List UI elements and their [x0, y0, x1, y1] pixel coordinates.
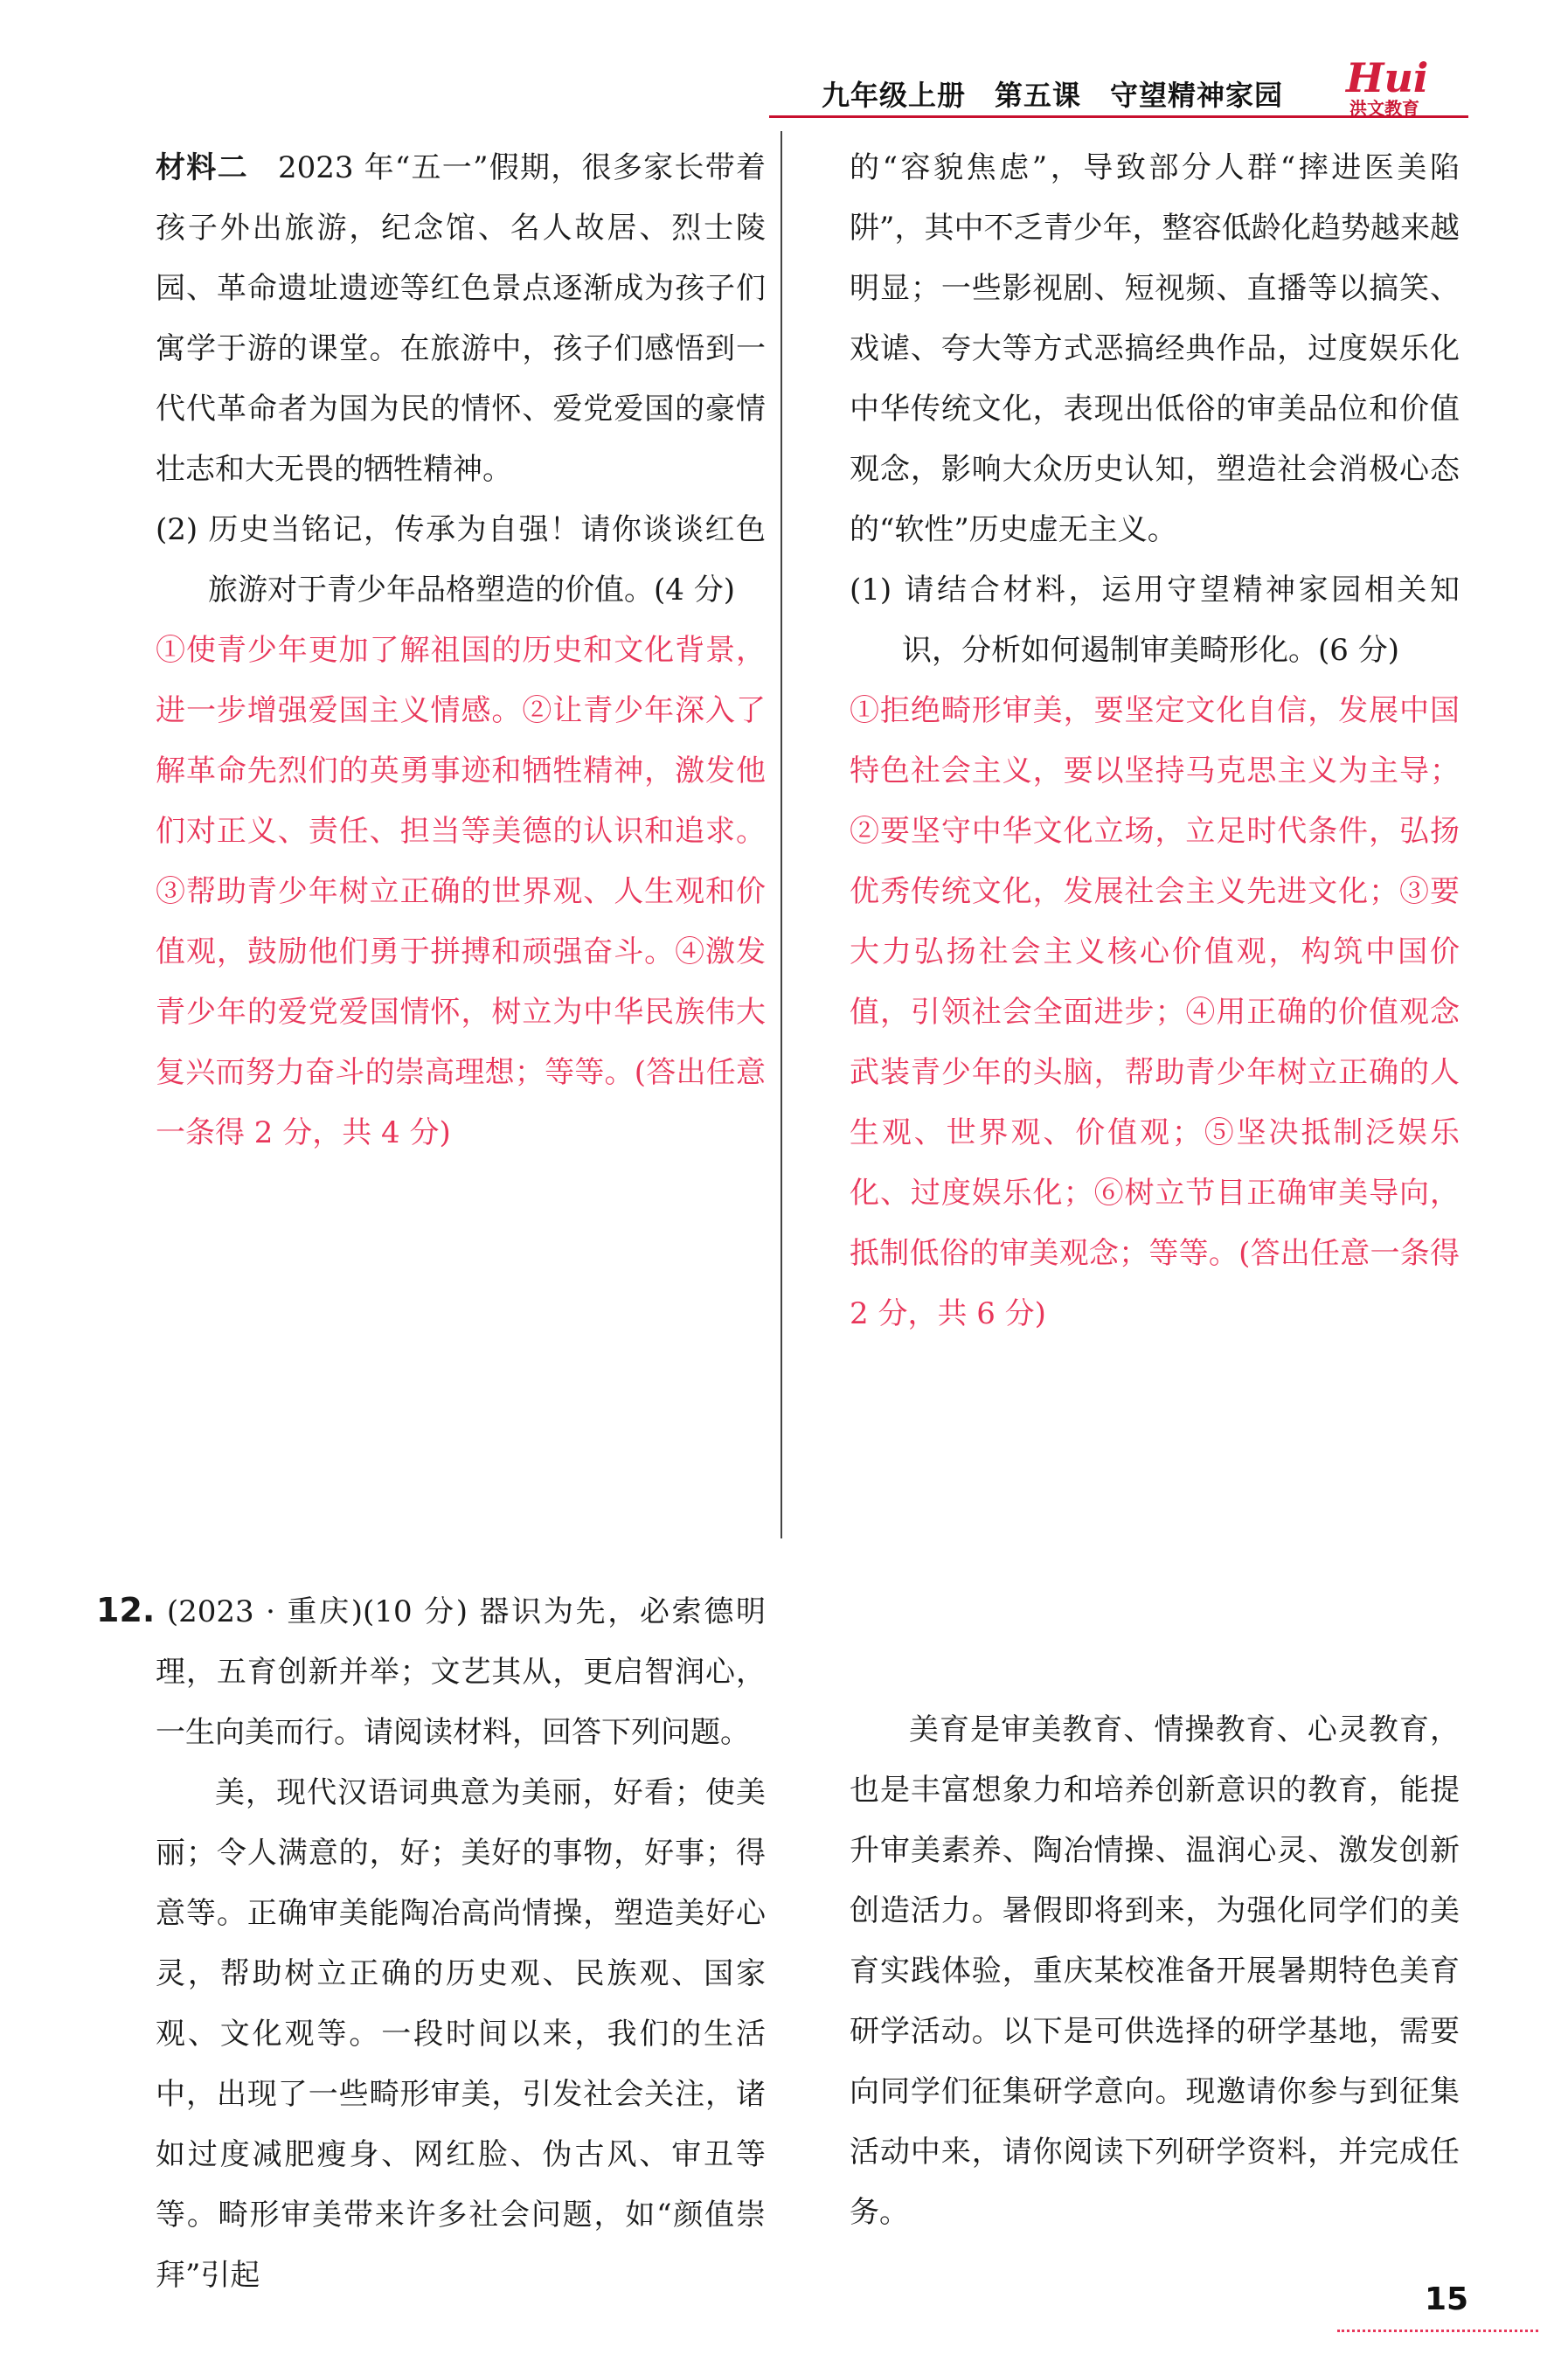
left-bottom-section: [96, 1580, 766, 2306]
logo-mark: Hui: [1346, 54, 1429, 101]
right-bottom-section: [850, 1700, 1460, 2243]
page-header: [769, 54, 1468, 119]
beauty-material: 美，现代汉语词典意为美丽，好看；使美丽；令人满意的，好；美好的事物，好事；得意等。正确审美能陶冶高尚情操，塑造美好心灵，帮助树立正确的历史观、民族观、国家观、文化观等。一段时间以来，我们的生活中，出现了一些畸形审美，引发社会关注，诸如过度减肥瘦身、网红脸、伪古风、审丑等等。畸形审美带来许多社会问题，如“颜值崇拜”引起: [156, 1775, 766, 2293]
material-label: 材料二: [156, 150, 248, 185]
question-number: 12.: [96, 1591, 156, 1629]
question-1: (1) 请结合材料，运用守望精神家园相关知识，分析如何遏制审美畸形化。(6 分): [850, 573, 1460, 668]
question-12: [96, 1580, 766, 1763]
column-divider: [781, 131, 782, 1538]
question-2: (2) 历史当铭记，传承为自强！请你谈谈红色旅游对于青少年品格塑造的价值。(4 分): [156, 512, 766, 608]
right-top-section: [850, 138, 1460, 1344]
page-number-dots: [1337, 2330, 1538, 2332]
page-number: 15: [1425, 2281, 1469, 2317]
material-two-text: 2023 年“五一”假期，很多家长带着孩子外出旅游，纪念馆、名人故居、烈士陵园、革命遗址遗迹等红色景点逐渐成为孩子们寓学于游的课堂。在旅游中，孩子们感悟到一代代革命者为国为民的情怀、爱党爱国的豪情壮志和大无畏的牺牲精神。: [156, 150, 767, 487]
material-continued: 的“容貌焦虑”，导致部分人群“摔进医美陷阱”，其中不乏青少年，整容低龄化趋势越来越明显；一些影视剧、短视频、直播等以搞笑、戏谑、夸大等方式恶搞经典作品，过度娱乐化中华传统文化，表现出低俗的审美品位和价值观念，影响大众历史认知，塑造社会消极心态的“软性”历史虚无主义。: [850, 150, 1460, 547]
aesthetic-education-material: 美育是审美教育、情操教育、心灵教育，也是丰富想象力和培养创新意识的教育，能提升审美素养、陶冶情操、温润心灵、激发创新创造活力。暑假即将到来，为强化同学们的美育实践体验，重庆某校准备开展暑期特色美育研学活动。以下是可供选择的研学基地，需要向同学们征集研学意向。现邀请你参与到征集活动中来，请你阅读下列研学资料，并完成任务。: [850, 1712, 1460, 2230]
logo-text: 洪文教育: [1349, 98, 1419, 119]
answer-1: ①拒绝畸形审美，要坚定文化自信，发展中国特色社会主义，要以坚持马克思主义为主导；②要坚守中华文化立场，立足时代条件，弘扬优秀传统文化，发展社会主义先进文化；③要大力弘扬社会主义核心价值观，构筑中国价值，引领社会全面进步；④用正确的价值观念武装青少年的头脑，帮助青少年树立正确的人生观、世界观、价值观；⑤坚决抵制泛娱乐化、过度娱乐化；⑥树立节目正确审美导向，抵制低俗的审美观念；等等。(答出任意一条得 2 分，共 6 分): [850, 693, 1460, 1331]
publisher-logo: [1346, 54, 1460, 119]
left-top-section: [156, 138, 766, 1163]
chapter-title: 九年级上册 第五课 守望精神家园: [822, 79, 1284, 112]
answer-2: ①使青少年更加了解祖国的历史和文化背景，进一步增强爱国主义情感。②让青少年深入了解革命先烈们的英勇事迹和牺牲精神，激发他们对正义、责任、担当等美德的认识和追求。③帮助青少年树立正确的世界观、人生观和价值观，鼓励他们勇于拼搏和顽强奋斗。④激发青少年的爱党爱国情怀，树立为中华民族伟大复兴而努力奋斗的崇高理想；等等。(答出任意一条得 2 分，共 4 分): [156, 633, 766, 1150]
material-two: [156, 138, 766, 500]
question-12-intro: (2023 · 重庆)(10 分) 器识为先，必索德明理，五育创新并举；文艺其从，更启智润心，一生向美而行。请阅读材料，回答下列问题。: [156, 1594, 766, 1750]
